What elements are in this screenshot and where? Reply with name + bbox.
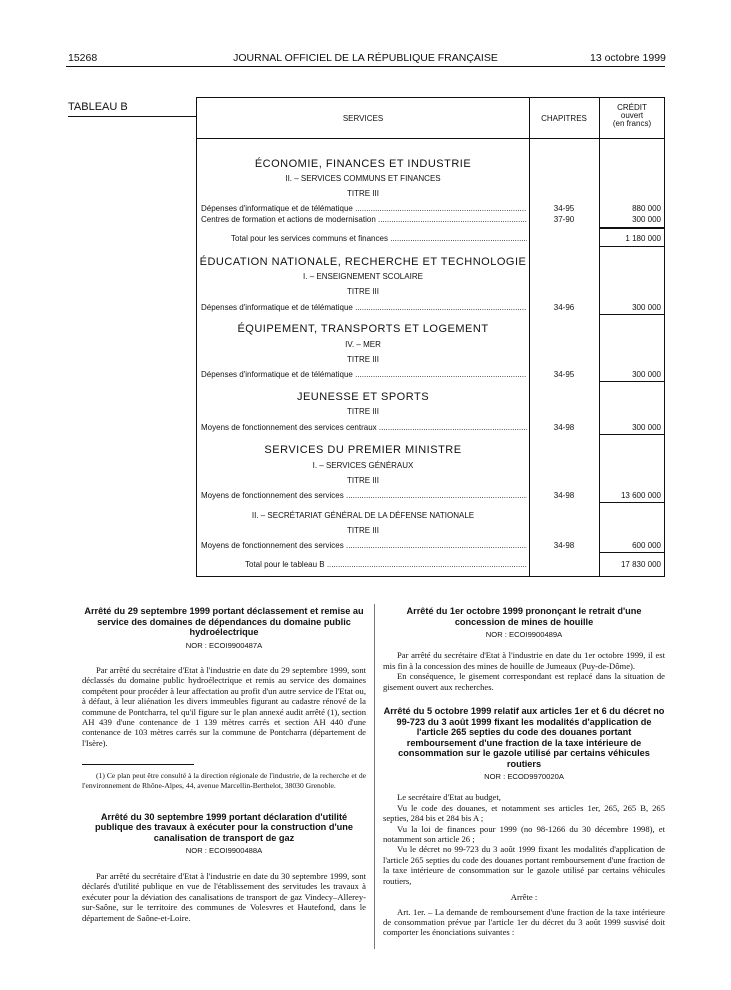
section-title: ÉCONOMIE, FINANCES ET INDUSTRIE bbox=[254, 158, 472, 170]
article-text: En conséquence, le gisement correspondant est replacé dans la situation de gisement ouvert aux recherches. bbox=[383, 671, 665, 692]
row-label: Moyens de fonctionnement des services centraux ..... bbox=[201, 423, 527, 432]
col-header-chapitres: CHAPITRES bbox=[541, 114, 587, 123]
footnote: (1) Ce plan peut être consulté à la direction régionale de l'industrie, de la recherche et de l'environnement de Rhône-Alpes, 44, avenue Marcellin-Berthelot, 38030 Grenoble. bbox=[82, 771, 366, 790]
row-label: Centres de formation et actions de modernisation ..... bbox=[201, 215, 527, 224]
row-label: Dépenses d'informatique et de télématique ..... bbox=[201, 370, 527, 379]
journal-title: JOURNAL OFFICIEL DE LA RÉPUBLIQUE FRANÇAISE bbox=[233, 52, 498, 64]
section-title: ÉDUCATION NATIONALE, RECHERCHE ET TECHNOLOGIE bbox=[199, 256, 527, 268]
section-title: JEUNESSE ET SPORTS bbox=[296, 391, 430, 403]
section-subtitle: I. – ENSEIGNEMENT SCOLAIRE bbox=[303, 272, 423, 281]
tableau-label: TABLEAU B bbox=[68, 101, 128, 113]
row-amount: 300 000 bbox=[632, 370, 661, 379]
section-subtitle: II. – SERVICES COMMUNS ET FINANCES bbox=[285, 174, 441, 183]
article-title: Arrêté du 5 octobre 1999 relatif aux articles 1er et 6 du décret no 99-723 du 3 août 1999 fixant les modalités d'application de l'article 265 septies du code des douanes portant remboursement d'une fraction de la taxe intérieure de consommation sur le gazole utilisé par certains véhicules routiers bbox=[383, 706, 665, 769]
titre-label: TITRE III bbox=[347, 355, 379, 364]
article-text: Art. 1er. – La demande de remboursement d'une fraction de la taxe intérieure de consommation prévue par l'article 1er du décret du 3 août 1999 susvisé doit comporter les énonciations suivantes : bbox=[383, 906, 665, 938]
right-column bbox=[383, 606, 665, 938]
row-amount: 880 000 bbox=[632, 204, 661, 213]
article-text: Vu le code des douanes, et notamment ses articles 1er, 265, 265 B, 265 septies, 284 bis et 284 bis A ; bbox=[383, 802, 665, 824]
row-amount: 13 600 000 bbox=[620, 491, 661, 500]
nor-reference: NOR : ECOI9900487A bbox=[185, 640, 263, 650]
article-text: Vu le décret no 99-723 du 3 août 1999 fixant les modalités d'application de l'article 265 septies du code des douanes portant remboursement d'une fraction de la taxe intérieure de consommation sur le gazole utilisé par certains véhicules routiers, bbox=[383, 844, 665, 886]
row-label: Dépenses d'informatique et de télématique ..... bbox=[201, 303, 527, 312]
left-column bbox=[82, 606, 366, 923]
total-amount: 1 180 000 bbox=[625, 234, 661, 243]
row-chapitre: 34-98 bbox=[553, 491, 575, 500]
row-amount: 300 000 bbox=[632, 215, 661, 224]
nor-reference: NOR : ECOI9900489A bbox=[485, 630, 563, 639]
row-chapitre: 34-98 bbox=[553, 423, 575, 432]
section-subtitle: IV. – MER bbox=[345, 340, 381, 349]
article-text: Vu la loi de finances pour 1999 (no 98-1266 du 30 décembre 1998), et notamment son article 26 ; bbox=[383, 823, 665, 845]
section-title: SERVICES DU PREMIER MINISTRE bbox=[264, 444, 462, 456]
article-title: Arrêté du 1er octobre 1999 prononçant le retrait d'une concession de mines de houille bbox=[406, 606, 642, 627]
tableau-rule bbox=[68, 116, 196, 117]
row-label: Moyens de fonctionnement des services ..... bbox=[201, 491, 527, 500]
page-number: 15268 bbox=[68, 52, 98, 64]
article-title: Arrêté du 29 septembre 1999 portant déclassement et remise au service des domaines de dépendances du domaine public hydroélectrique bbox=[84, 606, 364, 637]
row-amount: 600 000 bbox=[632, 541, 661, 550]
row-label: Moyens de fonctionnement des services ..... bbox=[201, 541, 527, 550]
section-subtitle: I. – SERVICES GÉNÉRAUX bbox=[312, 461, 414, 470]
article-text: Par arrêté du secrétaire d'Etat à l'industrie en date du 29 septembre 1999, sont déclassés du domaine public hydroélectrique et remis au service des domaines compétent pour procéder à leur affectation au profit d'un autre service de l'Etat ou, à défaut, à leur aliénation les divers immeubles figurant au cadastre rénové de la commune de Pontcharra, tel qu'il figure sur le plan annexé audit arrêté (1), section AH 439 d'une contenance de 1 139 mètres carrés et section AH 440 d'une contenance de 103 mètres carrés sur la commune de Pontcharra (département de l'Isère). bbox=[82, 664, 366, 748]
grand-total-amount: 17 830 000 bbox=[620, 560, 661, 569]
row-chapitre: 34-96 bbox=[553, 303, 575, 312]
titre-label: TITRE III bbox=[347, 287, 379, 296]
row-chapitre: 37-90 bbox=[553, 215, 575, 224]
row-chapitre: 34-95 bbox=[553, 370, 575, 379]
footnote-rule bbox=[82, 764, 194, 765]
nor-reference: NOR : ECOI9900488A bbox=[185, 846, 263, 856]
titre-label: TITRE III bbox=[347, 526, 379, 535]
article-text: Le secrétaire d'Etat au budget, bbox=[397, 792, 501, 803]
titre-label: TITRE III bbox=[347, 476, 379, 485]
header-rule bbox=[66, 66, 665, 67]
section-title: ÉQUIPEMENT, TRANSPORTS ET LOGEMENT bbox=[237, 323, 489, 335]
arrete-label: Arrête : bbox=[510, 892, 538, 903]
column-separator bbox=[374, 604, 375, 949]
article-text: Par arrêté du secrétaire d'Etat à l'industrie en date du 1er octobre 1999, il est mis fin à la concession des mines de houille de Jumeaux (Puy-de-Dôme). bbox=[383, 650, 665, 671]
row-amount: 300 000 bbox=[632, 303, 661, 312]
col-header-services: SERVICES bbox=[342, 114, 384, 123]
budget-table bbox=[196, 97, 665, 577]
row-label: Dépenses d'informatique et de télématique ..... bbox=[201, 204, 527, 213]
article-text: Par arrêté du secrétaire d'Etat à l'industrie en date du 30 septembre 1999, sont déclarés d'utilité publique en vue de l'établissement des servitudes les travaux à exécuter pour la déviation des canalisations de transport de gaz Vindecy–Allerey-sur-Saône, sur le territoire des communes de Volesvres et Hautefond, dans le département de Saône-et-Loire. bbox=[82, 870, 366, 923]
col-header-credit: CRÉDIT ouvert (en francs) bbox=[612, 103, 652, 128]
row-chapitre: 34-98 bbox=[553, 541, 575, 550]
titre-label: TITRE III bbox=[347, 189, 379, 198]
row-chapitre: 34-95 bbox=[553, 204, 575, 213]
row-amount: 300 000 bbox=[632, 423, 661, 432]
issue-date: 13 octobre 1999 bbox=[590, 52, 666, 64]
section-subtitle: II. – SECRÉTARIAT GÉNÉRAL DE LA DÉFENSE NATIONALE bbox=[251, 511, 475, 520]
total-label: Total pour les services communs et finances ..... bbox=[231, 234, 527, 243]
titre-label: TITRE III bbox=[347, 407, 379, 416]
nor-reference: NOR : ECOD9970020A bbox=[484, 772, 564, 782]
article-title: Arrêté du 30 septembre 1999 portant déclaration d'utilité publique des travaux à exécuter pour la construction d'une canalisation de transport de gaz bbox=[95, 811, 353, 843]
grand-total-label: Total pour le tableau B ..... bbox=[245, 560, 527, 569]
